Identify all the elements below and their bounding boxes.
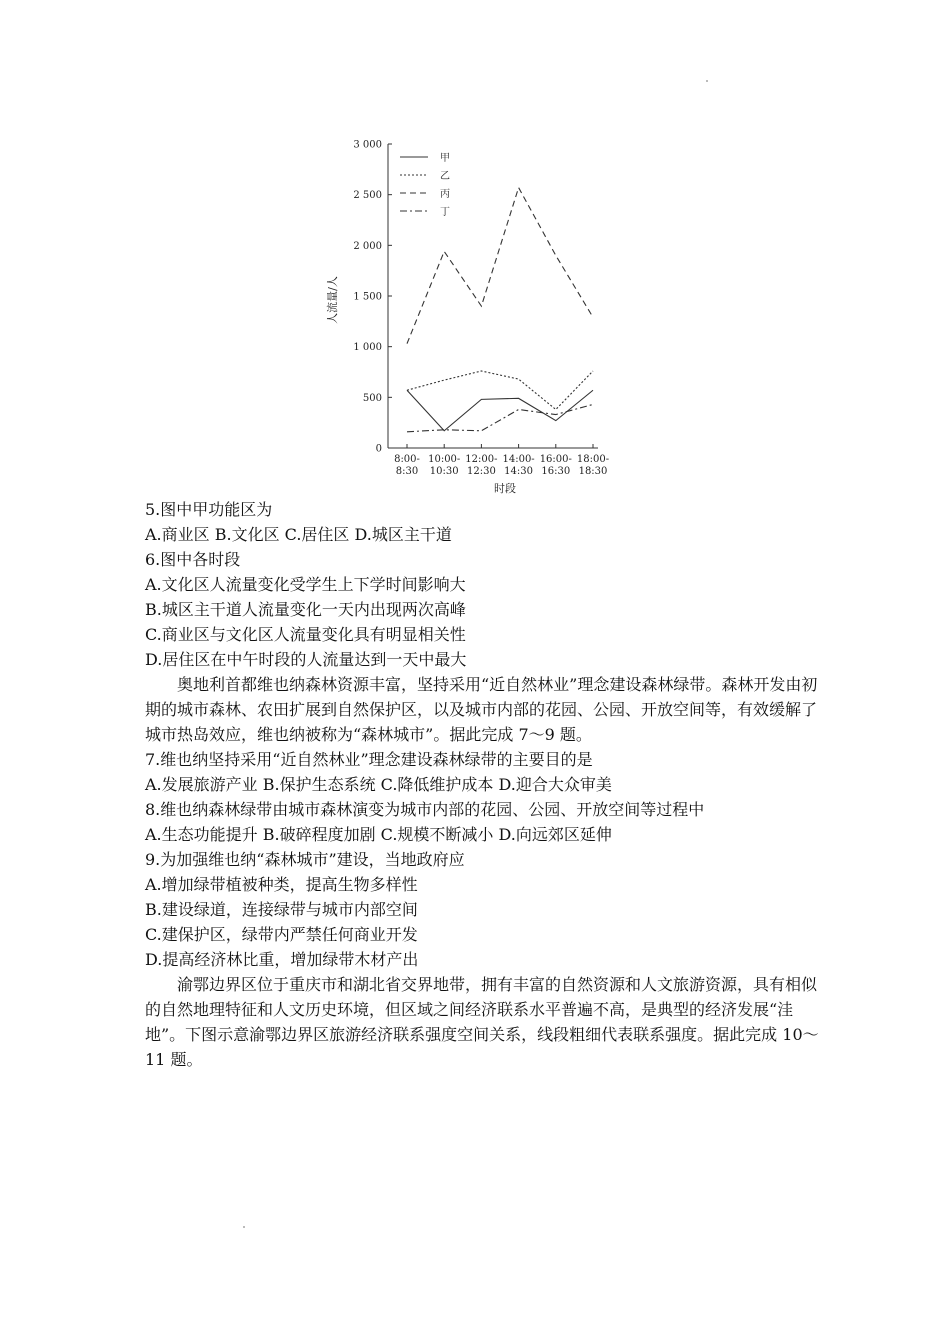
y-tick-label: 2 500 — [353, 190, 382, 202]
legend-label: 丙 — [440, 189, 450, 200]
legend-label: 乙 — [440, 171, 450, 182]
series-line-3 — [407, 188, 593, 344]
page-speck — [243, 1226, 245, 1228]
x-tick-label: 18:00- — [576, 454, 610, 465]
question-5-options: A.商业区 B.文化区 C.居住区 D.城区主干道 — [145, 525, 452, 544]
passage-border-region: 渝鄂边界区位于重庆市和湖北省交界地带，拥有丰富的自然资源和人文旅游资源，具有相似的自然地理特征和人文历史环境，但区域之间经济联系水平普遍不高，是典型的经济发展“洼地”。下图示意渝鄂边界区旅游经济联系强度空间关系，线段粗细代表联系强度。据此完成 10～11 题。 — [145, 975, 819, 1069]
y-axis-label: 人流量/人 — [326, 276, 339, 324]
page-speck — [706, 80, 708, 82]
x-tick-label: 10:00- — [428, 454, 461, 465]
x-tick-label: 10:30 — [429, 466, 459, 477]
question-8-options: A.生态功能提升 B.破碎程度加剧 C.规模不断减小 D.向远郊区延伸 — [145, 825, 612, 844]
x-tick-label: 12:00- — [465, 454, 498, 465]
series-line-2 — [407, 371, 593, 410]
series-line-1 — [407, 390, 593, 431]
y-tick-label: 0 — [375, 443, 382, 455]
question-text-block — [145, 497, 825, 1072]
question-9: 9.为加强维也纳“森林城市”建设，当地政府应 — [145, 850, 465, 869]
x-axis-ticks — [394, 444, 609, 477]
question-5: 5.图中甲功能区为 — [145, 500, 273, 519]
y-tick-label: 3 000 — [353, 139, 382, 151]
chart-series — [407, 188, 593, 432]
x-tick-label: 8:30 — [395, 466, 419, 477]
question-6-option-b: B.城区主干道人流量变化一天内出现两次高峰 — [145, 600, 466, 619]
chart-legend — [400, 152, 450, 218]
x-tick-label: 16:30 — [541, 466, 571, 477]
question-7-options: A.发展旅游产业 B.保护生态系统 C.降低维护成本 D.迎合大众审美 — [145, 775, 612, 794]
x-tick-label: 16:00- — [539, 454, 572, 465]
pedestrian-flow-line-chart — [300, 130, 640, 500]
question-6-option-a: A.文化区人流量变化受学生上下学时间影响大 — [145, 575, 466, 594]
question-9-option-b: B.建设绿道，连接绿带与城市内部空间 — [145, 900, 418, 919]
x-axis-label: 时段 — [494, 482, 516, 495]
question-9-option-d: D.提高经济林比重，增加绿带木材产出 — [145, 950, 419, 969]
x-tick-label: 18:30 — [578, 466, 608, 477]
x-tick-label: 14:30 — [504, 466, 534, 477]
question-6-option-c: C.商业区与文化区人流量变化具有明显相关性 — [145, 625, 466, 644]
chart-axes — [388, 144, 598, 448]
question-7: 7.维也纳坚持采用“近自然林业”理念建设森林绿带的主要目的是 — [145, 750, 593, 769]
y-tick-label: 500 — [362, 392, 382, 404]
question-9-option-a: A.增加绿带植被种类，提高生物多样性 — [145, 875, 418, 894]
x-tick-label: 12:30 — [466, 466, 496, 477]
passage-vienna: 奥地利首都维也纳森林资源丰富，坚持采用“近自然林业”理念建设森林绿带。森林开发由初期的城市森林、农田扩展到自然保护区，以及城市内部的花园、公园、开放空间等，有效缓解了城市热岛效应，维也纳被称为“森林城市”。据此完成 7～9 题。 — [145, 675, 818, 744]
y-tick-label: 1 000 — [353, 342, 382, 354]
question-6-option-d: D.居住区在中午时段的人流量达到一天中最大 — [145, 650, 467, 669]
legend-label: 甲 — [440, 153, 450, 164]
series-line-4 — [407, 404, 593, 431]
x-tick-label: 14:00- — [502, 454, 535, 465]
question-8: 8.维也纳森林绿带由城市森林演变为城市内部的花园、公园、开放空间等过程中 — [145, 800, 705, 819]
y-tick-label: 1 500 — [353, 291, 382, 303]
question-6: 6.图中各时段 — [145, 550, 241, 569]
y-tick-label: 2 000 — [353, 240, 382, 252]
legend-label: 丁 — [440, 207, 450, 218]
question-9-option-c: C.建保护区，绿带内严禁任何商业开发 — [145, 925, 418, 944]
y-axis-ticks — [353, 140, 392, 455]
x-tick-label: 8:00- — [394, 454, 420, 465]
